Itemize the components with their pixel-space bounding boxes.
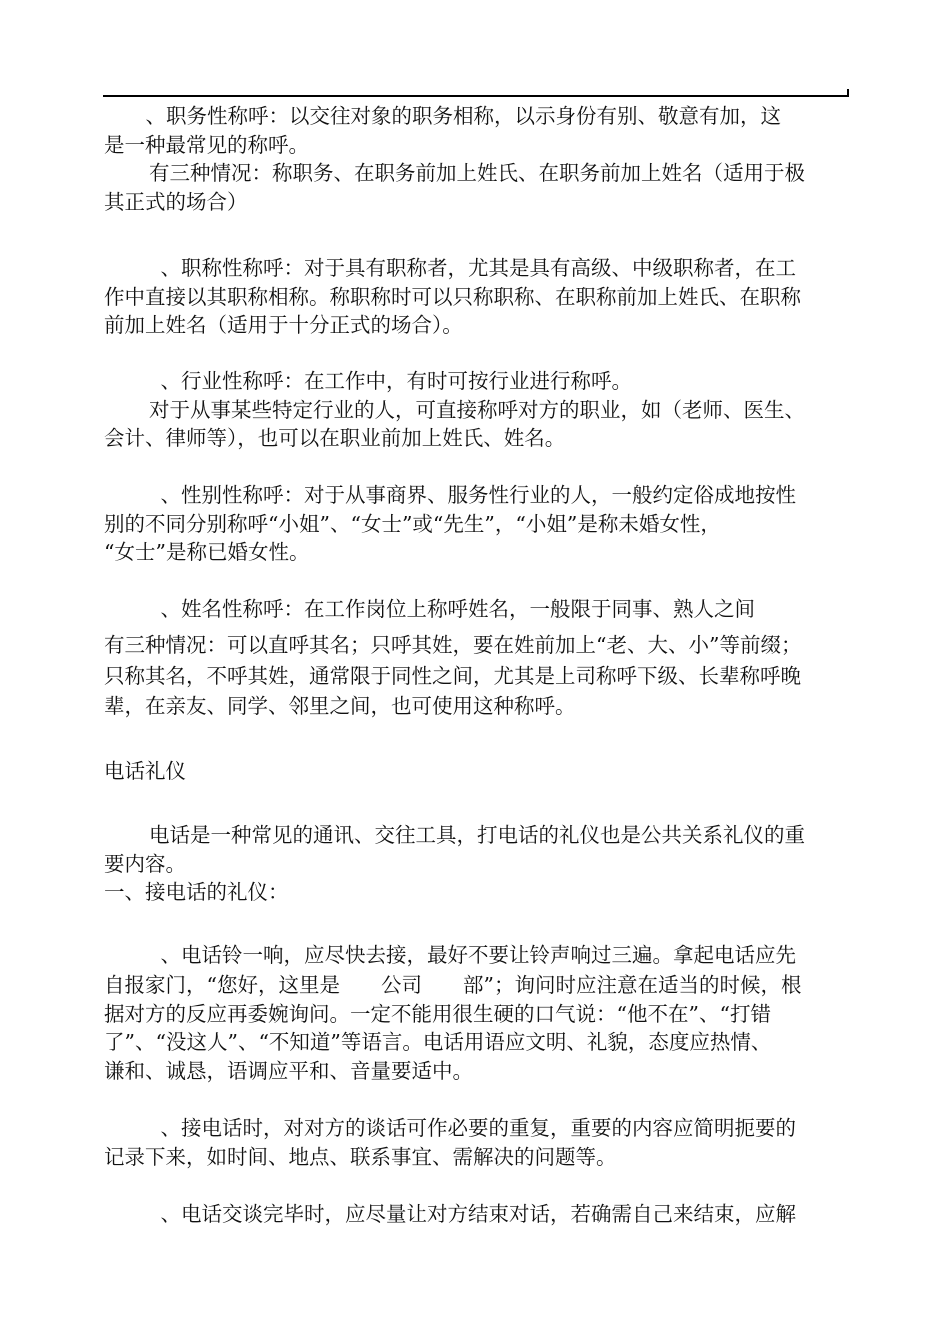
text-line: 、电话铃一响，应尽快去接，最好不要让铃声响过三遍。拿起电话应先 — [140, 943, 796, 967]
text-line: 对于从事某些特定行业的人，可直接称呼对方的职业，如（老师、医生、 — [149, 398, 805, 422]
text-line: 据对方的反应再委婉询问。一定不能用很生硬的口气说：“他不在”、“打错 — [104, 1002, 771, 1026]
text-line: 只称其名，不呼其姓，通常限于同性之间，尤其是上司称呼下级、长辈称呼晚 — [104, 664, 801, 688]
text-line: 是一种最常见的称呼。 — [104, 133, 309, 157]
section-heading: 电话礼仪 — [104, 759, 186, 783]
text-line: 其正式的场合） — [104, 190, 248, 214]
text-line: 别的不同分别称呼“小姐”、“女士”或“先生”，“小姐”是称未婚女性， — [104, 512, 721, 536]
text-line: 有三种情况：称职务、在职务前加上姓氏、在职务前加上姓名（适用于极 — [149, 161, 805, 185]
subsection-heading: 一、接电话的礼仪： — [104, 880, 289, 904]
text-line: 谦和、诚恳，语调应平和、音量要适中。 — [104, 1059, 473, 1083]
text-line: 、性别性称呼：对于从事商界、服务性行业的人，一般约定俗成地按性 — [140, 483, 796, 507]
text-line: 记录下来，如时间、地点、联系事宜、需解决的问题等。 — [104, 1145, 617, 1169]
header-rule — [103, 95, 849, 97]
text-line: “女士”是称已婚女性。 — [104, 540, 310, 564]
header-rule-tick — [847, 89, 849, 97]
text-line: 、姓名性称呼：在工作岗位上称呼姓名，一般限于同事、熟人之间 — [140, 597, 755, 621]
text-line: 、接电话时，对对方的谈话可作必要的重复，重要的内容应简明扼要的 — [140, 1116, 796, 1140]
text-line: 电话是一种常见的通讯、交往工具，打电话的礼仪也是公共关系礼仪的重 — [149, 823, 805, 847]
text-line: 会计、律师等），也可以在职业前加上姓氏、姓名。 — [104, 426, 566, 450]
text-line: 前加上姓名（适用于十分正式的场合）。 — [104, 313, 463, 337]
text-line: 、电话交谈完毕时，应尽量让对方结束对话，若确需自己来结束，应解 — [140, 1202, 796, 1226]
text-line: 、职称性称呼：对于具有职称者，尤其是具有高级、中级职称者，在工 — [140, 256, 796, 280]
text-line: 、行业性称呼：在工作中，有时可按行业进行称呼。 — [140, 369, 632, 393]
text-line: 、职务性称呼：以交往对象的职务相称，以示身份有别、敬意有加，这 — [125, 104, 781, 128]
text-line: 自报家门，“您好，这里是 公司 部”；询问时应注意在适当的时候，根 — [104, 973, 802, 997]
text-line: 有三种情况：可以直呼其名；只呼其姓，要在姓前加上“老、大、小”等前缀； — [104, 633, 802, 657]
text-line: 辈，在亲友、同学、邻里之间，也可使用这种称呼。 — [104, 694, 576, 718]
text-line: 了”、“没这人”、“不知道”等语言。电话用语应文明、礼貌，态度应热情、 — [104, 1030, 772, 1054]
text-line: 要内容。 — [104, 852, 186, 876]
text-line: 作中直接以其职称相称。称职称时可以只称职称、在职称前加上姓氏、在职称 — [104, 285, 801, 309]
